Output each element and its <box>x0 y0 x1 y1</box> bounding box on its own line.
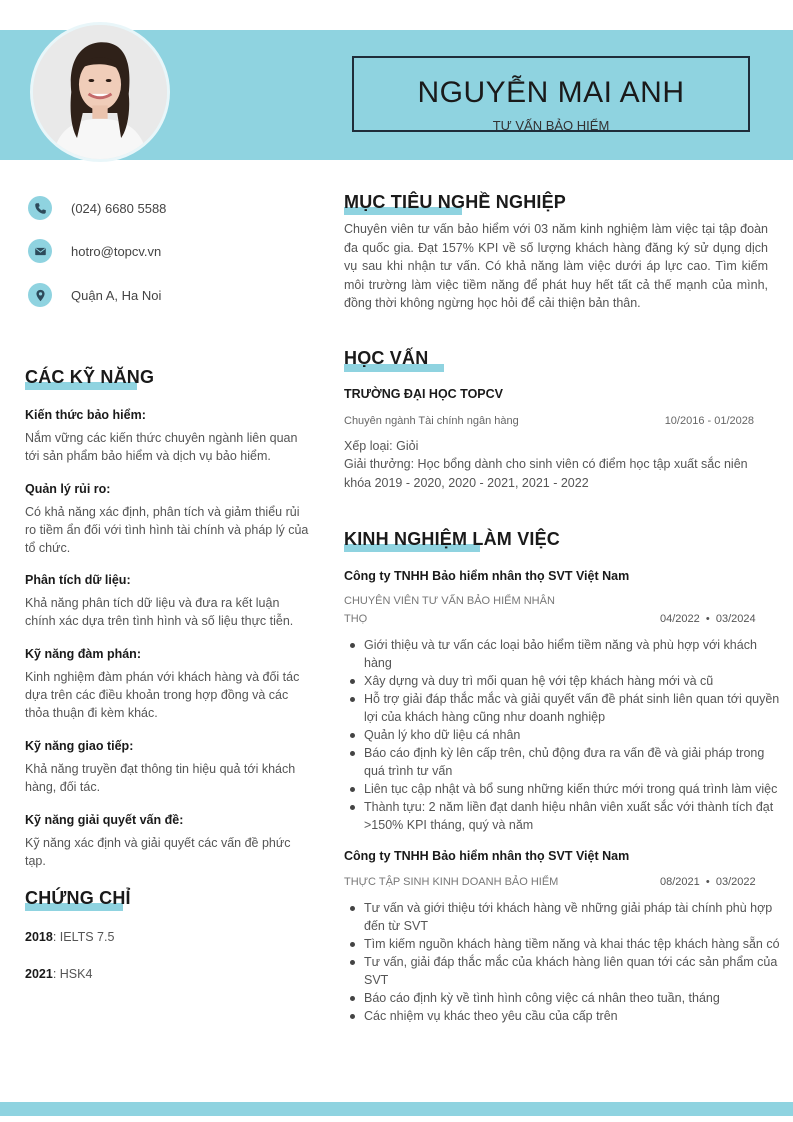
list-item: Xây dựng và duy trì mối quan hệ với tệp khách hàng mới và cũ <box>364 672 788 690</box>
job-bullets <box>344 899 788 1025</box>
skill-name: Quản lý rủi ro: <box>25 482 111 496</box>
certificate-item: 2018: IELTS 7.5 <box>25 930 115 944</box>
job-dates: 08/2021 • 03/2022 <box>660 876 756 888</box>
list-item: Giới thiệu và tư vấn các loại bảo hiểm tiềm năng và phù hợp với khách hàng <box>364 636 788 672</box>
job-company: Công ty TNHH Bảo hiểm nhân thọ SVT Việt Nam <box>344 569 630 583</box>
list-item: Quản lý kho dữ liệu cá nhân <box>364 726 788 744</box>
footer-band <box>0 1102 793 1116</box>
list-item: Tìm kiếm nguồn khách hàng tiềm năng và khai thác tệp khách hàng sẵn có <box>364 935 788 953</box>
education-grade: Xếp loại: Giỏi <box>344 439 419 453</box>
objective-text: Chuyên viên tư vấn bảo hiểm với 03 năm kinh nghiệm làm việc tại tập đoàn đa quốc gia. Đạt 157% KPI về số lượng khách hàng đăng ký sử dụng dịch vụ sau khi nhận tư vấn. Có khả năng làm việc dưới áp lực cao. Tìm kiếm môi trường làm việc tiềm năng để phát huy hết tất cả thế mạnh của mình, đồng thời không ngừng học hỏi để cải thiện bản thân. <box>344 222 768 310</box>
location-icon <box>28 283 52 307</box>
job-bullets <box>344 636 788 834</box>
skill-desc: Khả năng phân tích dữ liệu và đưa ra kết luận chính xác dựa trên tình hình và số liệu thực tiễn. <box>25 596 294 628</box>
certificates-title: CHỨNG CHỈ <box>25 888 131 908</box>
education-major-row <box>344 415 754 427</box>
skill-desc: Kinh nghiệm đàm phán với khách hàng và đối tác dựa trên các điều khoản trong hợp đồng và các thỏa thuận đi kèm khác. <box>25 670 300 720</box>
skill-name: Kiến thức bảo hiểm: <box>25 408 146 422</box>
education-major: Chuyên ngành Tài chính ngân hàng <box>344 415 519 427</box>
skill-desc: Kỹ năng xác định và giải quyết các vấn đề phức tạp. <box>25 836 291 868</box>
contact-address <box>28 282 308 308</box>
education-award: Giải thưởng: Học bổng dành cho sinh viên có điểm học tập xuất sắc niên khóa 2019 - 2020, 2020 - 2021, 2021 - 2022 <box>344 457 748 490</box>
job-position-cont: THỌ <box>344 613 368 625</box>
education-dates: 10/2016 - 01/2028 <box>664 415 754 427</box>
skill-name: Phân tích dữ liệu: <box>25 573 131 587</box>
email-text: hotro@topcv.vn <box>71 243 162 259</box>
skill-name: Kỹ năng giải quyết vấn đề: <box>25 813 184 827</box>
profile-photo <box>30 22 170 162</box>
job-position: THỰC TẬP SINH KINH DOANH BẢO HIỂM <box>344 876 559 888</box>
contact-phone <box>28 195 308 221</box>
job-position: CHUYÊN VIÊN TƯ VẤN BẢO HIỂM NHÂN <box>344 595 555 607</box>
person-portrait-icon <box>33 25 167 159</box>
candidate-role: TƯ VẤN BẢO HIỂM <box>492 118 610 133</box>
list-item: Tư vấn và giới thiệu tới khách hàng về những giải pháp tài chính phù hợp đến từ SVT <box>364 899 788 935</box>
skill-desc: Nắm vững các kiến thức chuyên ngành liên quan tới sản phẩm bảo hiểm và dịch vụ bảo hiểm. <box>25 431 298 463</box>
job-dates: 04/2022 • 03/2024 <box>660 613 756 625</box>
candidate-name: NGUYỄN MAI ANH <box>417 76 685 109</box>
phone-text: (024) 6680 5588 <box>71 200 167 216</box>
list-item: Các nhiệm vụ khác theo yêu cầu của cấp trên <box>364 1007 788 1025</box>
skill-name: Kỹ năng đàm phán: <box>25 647 141 661</box>
name-title-box <box>352 56 750 132</box>
phone-icon <box>28 196 52 220</box>
job-company: Công ty TNHH Bảo hiểm nhân thọ SVT Việt Nam <box>344 849 630 863</box>
list-item: Liên tục cập nhật và bổ sung những kiến thức mới trong quá trình làm việc <box>364 780 788 798</box>
list-item: Hỗ trợ giải đáp thắc mắc và giải quyết vấn đề phát sinh liên quan tới quyền lợi của khách hàng cũng như doanh nghiệp <box>364 690 788 726</box>
address-text: Quận A, Ha Noi <box>71 287 162 303</box>
school-name: TRƯỜNG ĐẠI HỌC TOPCV <box>344 387 504 401</box>
contact-email <box>28 238 308 264</box>
objective-title: MỤC TIÊU NGHỀ NGHIỆP <box>344 192 567 212</box>
list-item: Thành tựu: 2 năm liền đạt danh hiệu nhân viên xuất sắc với thành tích đạt >150% KPI tháng, quý và năm <box>364 798 788 834</box>
experience-title: KINH NGHIỆM LÀM VIỆC <box>344 529 561 549</box>
skill-desc: Khả năng truyền đạt thông tin hiệu quả tới khách hàng, đối tác. <box>25 762 296 794</box>
certificate-item: 2021: HSK4 <box>25 967 93 981</box>
list-item: Báo cáo định kỳ lên cấp trên, chủ động đưa ra vấn đề và giải pháp trong quá trình tư vấn <box>364 744 788 780</box>
list-item: Báo cáo định kỳ về tình hình công việc cá nhân theo tuần, tháng <box>364 989 788 1007</box>
skill-name: Kỹ năng giao tiếp: <box>25 739 134 753</box>
email-icon <box>28 239 52 263</box>
skill-desc: Có khả năng xác định, phân tích và giảm thiểu rủi ro tiềm ẩn đối với tình hình tài chính và pháp lý của tổ chức. <box>25 505 309 555</box>
skills-title: CÁC KỸ NĂNG <box>25 367 155 387</box>
list-item: Tư vấn, giải đáp thắc mắc của khách hàng liên quan tới các sản phẩm của SVT <box>364 953 788 989</box>
education-title: HỌC VẤN <box>344 348 429 368</box>
